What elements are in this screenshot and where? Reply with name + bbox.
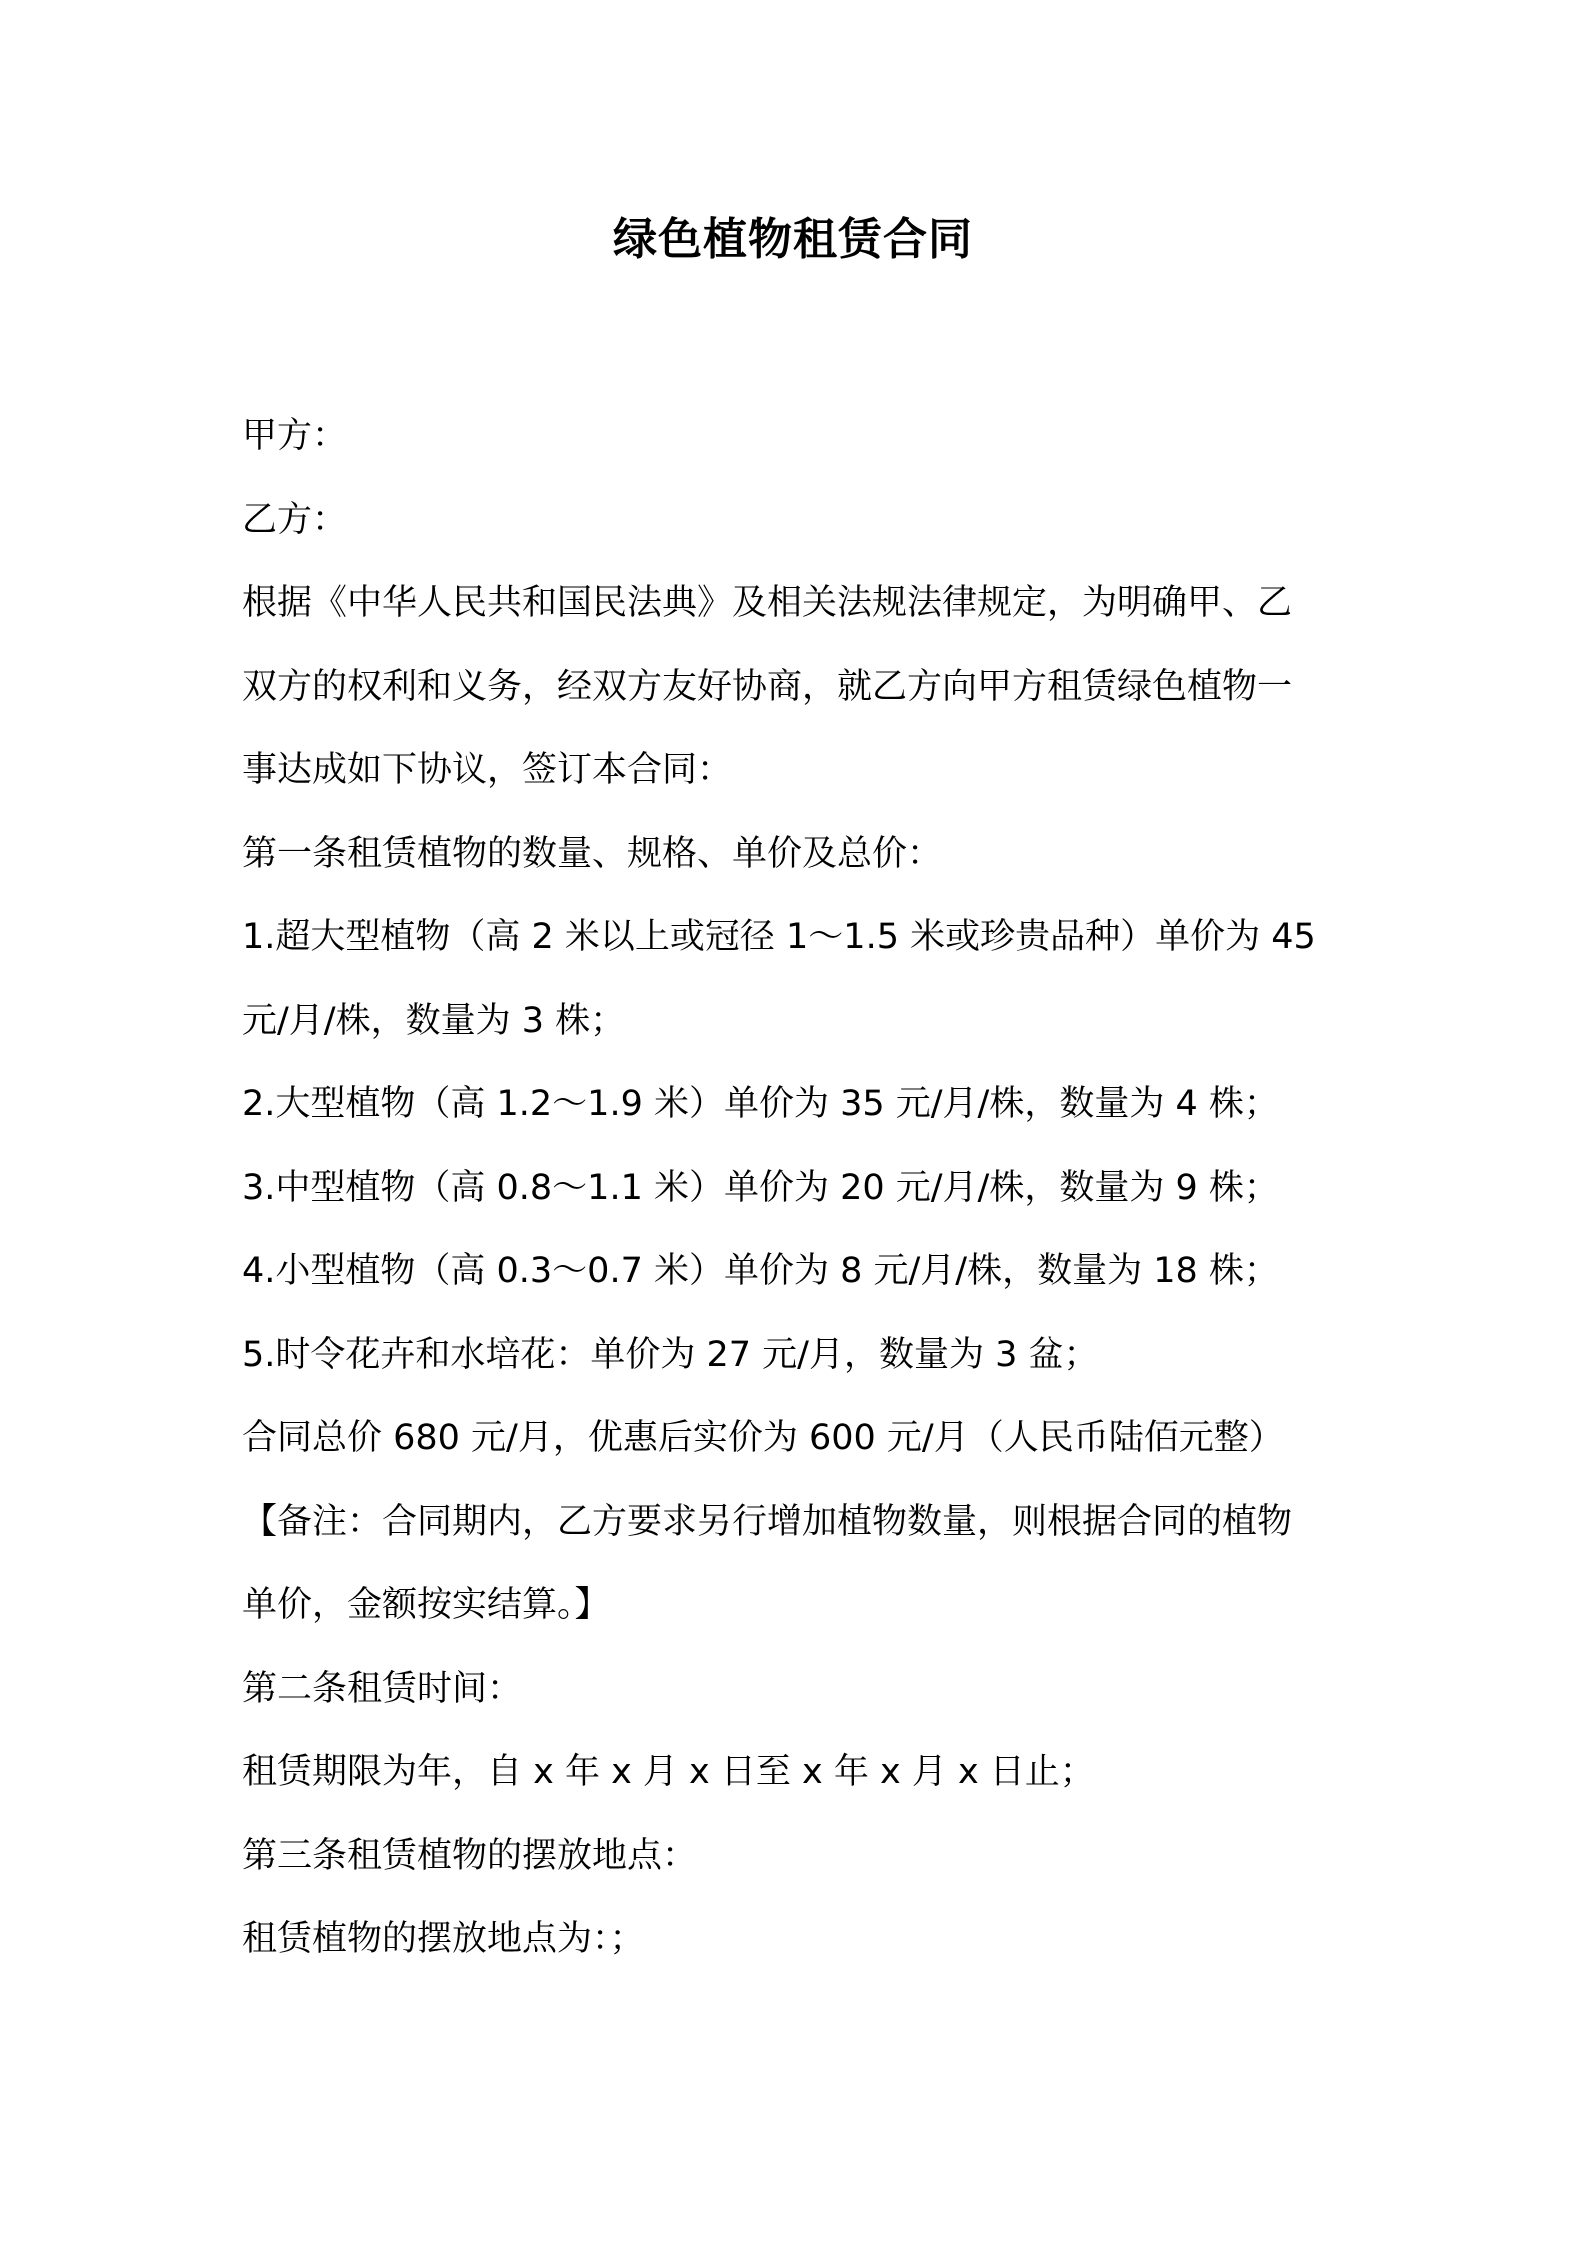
total-price-line: 合同总价 680 元/月，优惠后实价为 600 元/月（人民币陆佰元整） xyxy=(242,1418,1284,1458)
document-title: 绿色植物租赁合同 xyxy=(613,214,973,265)
lease-term-line: 租赁期限为年，自 x 年 x 月 x 日至 x 年 x 月 x 日止； xyxy=(242,1752,1095,1792)
document-body xyxy=(242,410,1362,1997)
item-2-line: 2.大型植物（高 1.2～1.9 米）单价为 35 元/月/株，数量为 4 株； xyxy=(242,1084,1279,1124)
item-5-line: 5.时令花卉和水培花：单价为 27 元/月，数量为 3 盆； xyxy=(242,1334,1099,1375)
note-line-2: 单价，金额按实结算。】 xyxy=(242,1585,610,1625)
item-1-line-2: 元/月/株，数量为 3 株； xyxy=(242,1000,626,1041)
preamble-line-2: 双方的权利和义务，经双方友好协商，就乙方向甲方租赁绿色植物一 xyxy=(242,666,1293,707)
item-1-line-1: 1.超大型植物（高 2 米以上或冠径 1～1.5 米或珍贵品种）单价为 45 xyxy=(242,917,1316,957)
article-1-heading: 第一条租赁植物的数量、规格、单价及总价： xyxy=(242,833,943,874)
preamble-line-1: 根据《中华人民共和国民法典》及相关法规法律规定，为明确甲、乙 xyxy=(242,583,1293,623)
article-3-heading: 第三条租赁植物的摆放地点： xyxy=(242,1835,698,1876)
party-b-line: 乙方： xyxy=(242,499,348,540)
item-3-line: 3.中型植物（高 0.8～1.1 米）单价为 20 元/月/株，数量为 9 株； xyxy=(242,1167,1279,1208)
item-4-line: 4.小型植物（高 0.3～0.7 米）单价为 8 元/月/株，数量为 18 株； xyxy=(242,1251,1279,1291)
preamble-line-3: 事达成如下协议，签订本合同： xyxy=(242,750,733,790)
article-2-heading: 第二条租赁时间： xyxy=(242,1668,523,1709)
placement-line: 租赁植物的摆放地点为：； xyxy=(242,1919,645,1959)
party-a-line: 甲方： xyxy=(242,416,348,456)
note-line-1: 【备注：合同期内，乙方要求另行增加植物数量，则根据合同的植物 xyxy=(242,1501,1293,1542)
